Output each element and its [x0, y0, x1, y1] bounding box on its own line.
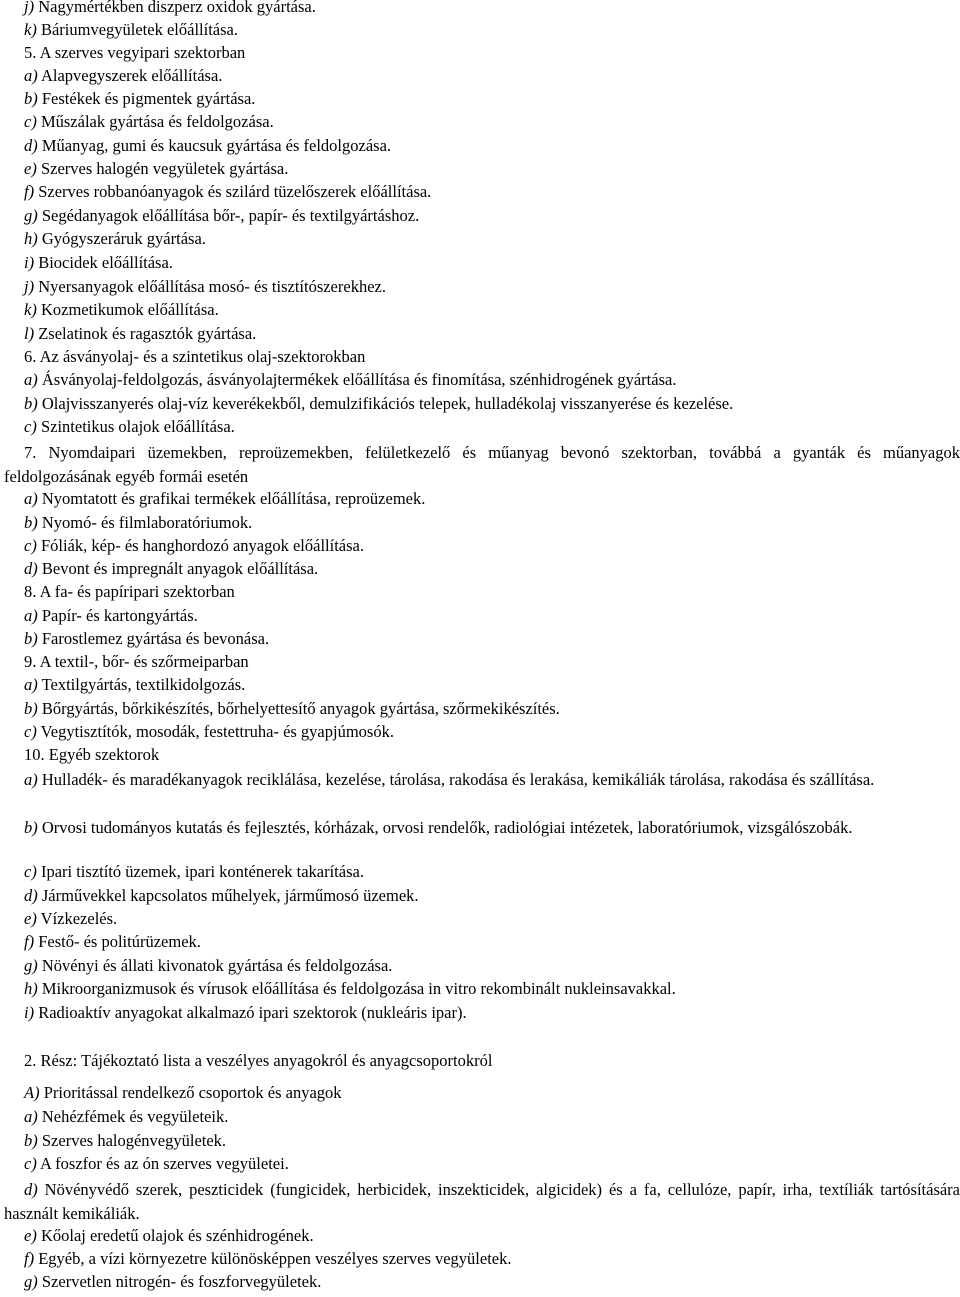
item-letter: e) [24, 909, 37, 928]
item-text: Ásványolaj-feldolgozás, ásványolajtermékek előállítása és finomítása, szénhidrogének gyártása. [41, 370, 677, 389]
item-text: Orvosi tudományos kutatás és fejlesztés, kórházak, orvosi rendelők, radiológiai intézetek, laboratóriumok, vizsgálószobák. [41, 818, 853, 837]
item-letter: c) [24, 417, 37, 436]
item-text: Mikroorganizmusok és vírusok előállítása és feldolgozása in vitro rekombinált nukleinsavakkal. [41, 979, 676, 998]
item-text: Kozmetikumok előállítása. [40, 300, 219, 319]
item-text: Nyomó- és filmlaboratóriumok. [41, 513, 253, 532]
item-letter: b) [24, 699, 38, 718]
item-letter: d) [24, 886, 38, 905]
item-text: Hulladék- és maradékanyagok reciklálása, kezelése, tárolása, rakodása és lerakása, kemikáliák tárolása, rakodása és szállítása. [41, 770, 875, 789]
item-letter: b) [24, 818, 38, 837]
item-text: Szerves robbanóanyagok és szilárd tüzelőszerek előállítása. [38, 182, 432, 201]
item-letter: d) [24, 136, 38, 155]
item-letter: a) [24, 1107, 38, 1126]
list-item [24, 675, 960, 695]
item-letter: f) [24, 1249, 35, 1268]
list-item [24, 277, 960, 297]
list-item [24, 136, 960, 156]
list-item [24, 932, 960, 952]
item-letter: d) [24, 1180, 38, 1199]
item-letter: c) [24, 722, 37, 741]
list-item [4, 768, 960, 792]
list-item [24, 722, 960, 742]
item-text: Textilgyártás, textilkidolgozás. [41, 675, 246, 694]
item-text: Segédanyagok előállítása bőr-, papír- és textilgyártáshoz. [41, 206, 420, 225]
section-heading [24, 1051, 960, 1071]
item-letter: c) [24, 112, 37, 131]
item-text: 5. A szerves vegyipari szektorban [24, 43, 246, 62]
item-letter: c) [24, 1154, 37, 1173]
list-item [24, 979, 960, 999]
item-text: 6. Az ásványolaj- és a szintetikus olaj-szektorokban [24, 347, 366, 366]
item-letter: i) [24, 1003, 35, 1022]
item-letter: k) [24, 300, 37, 319]
list-item [24, 300, 960, 320]
list-item [24, 0, 960, 17]
item-text: Nyersanyagok előállítása mosó- és tisztítószerekhez. [38, 277, 386, 296]
list-item [24, 1154, 960, 1174]
item-text: Alapvegyszerek előállítása. [40, 66, 223, 85]
item-text: Prioritással rendelkező csoportok és anyagok [43, 1083, 342, 1102]
item-text: A foszfor és az ón szerves vegyületei. [40, 1154, 289, 1173]
item-text: 7. Nyomdaipari üzemekben, reproüzemekben, felületkezelő és műanyag bevonó szektorban, továbbá a gyanták és műanyagok feldolgozásának egyéb formái esetén [4, 443, 960, 486]
item-letter: a) [24, 675, 38, 694]
item-letter: k) [24, 20, 37, 39]
list-item [24, 536, 960, 556]
item-letter: a) [24, 489, 38, 508]
item-text: Biocidek előállítása. [38, 253, 173, 272]
item-text: Növényi és állati kivonatok gyártása és feldolgozása. [41, 956, 393, 975]
item-letter: f) [24, 182, 35, 201]
list-item [24, 886, 960, 906]
list-item [24, 559, 960, 579]
item-text: Nehézfémek és vegyületeik. [41, 1107, 229, 1126]
item-text: Szerves halogénvegyületek. [41, 1131, 227, 1150]
section-heading [24, 43, 960, 63]
list-item [24, 629, 960, 649]
item-letter: d) [24, 559, 38, 578]
item-text: Járművekkel kapcsolatos műhelyek, járműmosó üzemek. [41, 886, 419, 905]
list-item [24, 182, 960, 202]
item-letter: b) [24, 89, 38, 108]
list-item [24, 1131, 960, 1151]
item-letter: b) [24, 1131, 38, 1150]
list-item [24, 1226, 960, 1246]
item-text: Vízkezelés. [40, 909, 118, 928]
item-letter: g) [24, 206, 38, 225]
item-text: Bevont és impregnált anyagok előállítása. [41, 559, 319, 578]
list-item [24, 489, 960, 509]
item-text: Egyéb, a vízi környezetre különösképpen veszélyes szerves vegyületek. [38, 1249, 512, 1268]
item-letter: a) [24, 66, 38, 85]
item-text: Műszálak gyártása és feldolgozása. [40, 112, 274, 131]
list-item [24, 862, 960, 882]
item-text: Vegytisztítók, mosodák, festettruha- és gyapjúmosók. [40, 722, 394, 741]
list-item [4, 1178, 960, 1225]
list-item [24, 699, 960, 719]
item-text: Nagymértékben diszperz oxidok gyártása. [38, 0, 316, 16]
item-text: Papír- és kartongyártás. [41, 606, 198, 625]
list-item [24, 606, 960, 626]
item-letter: a) [24, 606, 38, 625]
list-item [24, 1107, 960, 1127]
list-item [24, 66, 960, 86]
section-heading [24, 347, 960, 367]
list-item [24, 956, 960, 976]
item-letter: a) [24, 370, 38, 389]
item-text: Szervetlen nitrogén- és foszforvegyületek. [41, 1272, 322, 1291]
list-item [24, 1003, 960, 1023]
item-letter: b) [24, 513, 38, 532]
item-text: Báriumvegyületek előállítása. [40, 20, 238, 39]
item-text: Gyógyszeráruk gyártása. [41, 229, 206, 248]
list-item [24, 417, 960, 437]
item-text: Radioaktív anyagokat alkalmazó ipari szektorok (nukleáris ipar). [38, 1003, 467, 1022]
item-letter: j) [24, 277, 35, 296]
list-item [24, 394, 960, 414]
list-item [24, 909, 960, 929]
item-text: Szerves halogén vegyületek gyártása. [40, 159, 289, 178]
list-item [24, 89, 960, 109]
item-letter: e) [24, 159, 37, 178]
item-text: Fóliák, kép- és hanghordozó anyagok előállítása. [40, 536, 364, 555]
list-item [24, 20, 960, 40]
section-heading [24, 745, 960, 765]
item-letter: c) [24, 862, 37, 881]
item-text: Növényvédő szerek, peszticidek (fungicidek, herbicidek, inszekticidek, algicidek) és a fa, cellulóze, papír, irha, textíliák tartósítására használt kemikáliák. [4, 1180, 960, 1223]
item-letter: l) [24, 324, 35, 343]
item-text: 8. A fa- és papíripari szektorban [24, 582, 235, 601]
item-letter: g) [24, 956, 38, 975]
item-text: Farostlemez gyártása és bevonása. [41, 629, 270, 648]
item-text: Bőrgyártás, bőrkikészítés, bőrhelyettesítő anyagok gyártása, szőrmekikészítés. [41, 699, 560, 718]
item-letter: e) [24, 1226, 37, 1245]
item-letter: b) [24, 629, 38, 648]
section-heading [24, 652, 960, 672]
item-letter: h) [24, 229, 38, 248]
list-item [24, 253, 960, 273]
item-letter: f) [24, 932, 35, 951]
item-letter: a) [24, 770, 38, 789]
item-text: Festékek és pigmentek gyártása. [41, 89, 256, 108]
item-text: Szintetikus olajok előállítása. [40, 417, 235, 436]
list-item [24, 370, 960, 390]
section-heading [4, 441, 960, 488]
section-heading [24, 582, 960, 602]
item-letter: A) [24, 1083, 40, 1102]
list-item [24, 112, 960, 132]
item-letter: h) [24, 979, 38, 998]
item-text: Olajvisszanyerés olaj-víz keverékekből, demulzifikációs telepek, hulladékolaj visszanyerése és kezelése. [41, 394, 734, 413]
list-item [24, 513, 960, 533]
item-text: Kőolaj eredetű olajok és szénhidrogének. [40, 1226, 314, 1245]
list-item [24, 206, 960, 226]
list-item [4, 816, 960, 840]
item-text: Ipari tisztító üzemek, ipari konténerek takarítása. [40, 862, 364, 881]
item-text: 2. Rész: Tájékoztató lista a veszélyes anyagokról és anyagcsoportokról [24, 1051, 493, 1070]
list-item [24, 324, 960, 344]
item-letter: i) [24, 253, 35, 272]
item-letter: b) [24, 394, 38, 413]
list-item [24, 229, 960, 249]
item-text: Műanyag, gumi és kaucsuk gyártása és feldolgozása. [41, 136, 392, 155]
item-text: Zselatinok és ragasztók gyártása. [38, 324, 257, 343]
list-item [24, 1249, 960, 1269]
item-text: 10. Egyéb szektorok [24, 745, 160, 764]
item-letter: c) [24, 536, 37, 555]
item-text: Festő- és politúrüzemek. [38, 932, 201, 951]
item-text: 9. A textil-, bőr- és szőrmeiparban [24, 652, 249, 671]
list-item [24, 1083, 960, 1103]
item-text: Nyomtatott és grafikai termékek előállítása, reproüzemek. [41, 489, 426, 508]
list-item [24, 1272, 960, 1292]
item-letter: j) [24, 0, 35, 16]
list-item [24, 159, 960, 179]
item-letter: g) [24, 1272, 38, 1291]
